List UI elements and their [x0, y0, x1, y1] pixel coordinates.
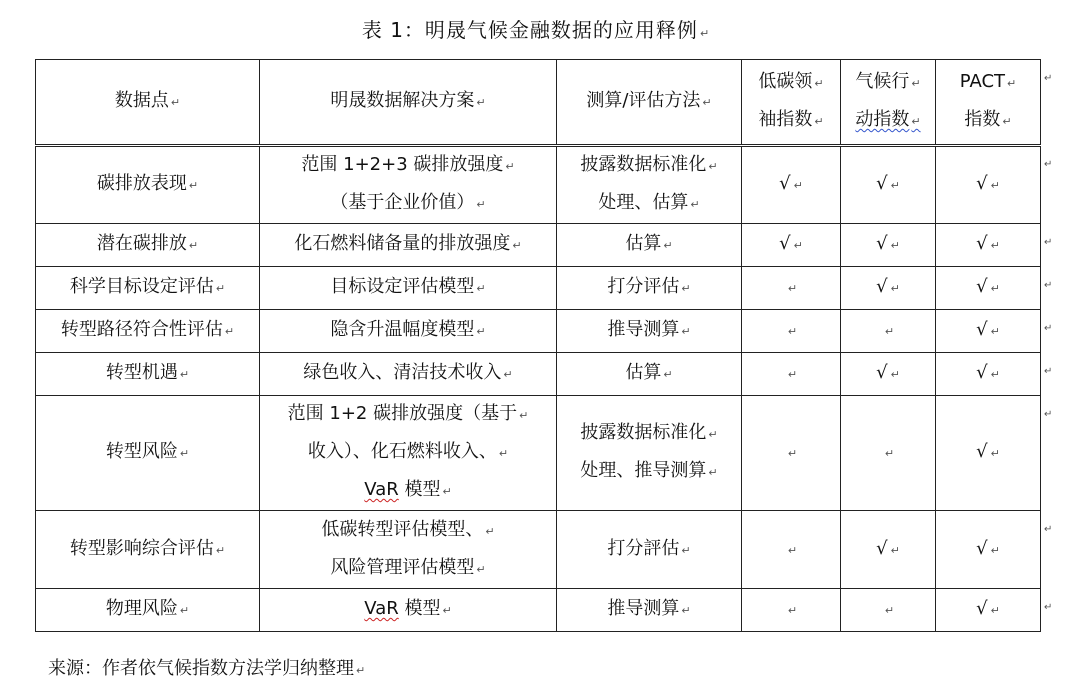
header-method: 测算/评估方法 ↵	[557, 60, 742, 146]
cell-pact	[936, 511, 1041, 589]
table-row	[36, 267, 1041, 310]
cell-low-carbon	[742, 353, 841, 396]
cell-data-point: 潜在碳排放 ↵	[36, 224, 260, 267]
check-mark-icon: √ ↵	[976, 276, 1000, 297]
check-mark-icon: √ ↵	[876, 276, 900, 297]
empty-mark	[785, 276, 797, 297]
empty-mark	[785, 319, 797, 340]
cell-pact	[936, 589, 1041, 632]
check-mark-icon: √ ↵	[779, 233, 803, 254]
table-title: 表 1：明晟气候金融数据的应用释例 ↵	[0, 14, 1072, 43]
row-end-marker: ↵	[1044, 366, 1053, 377]
cell-data-point: 物理风险 ↵	[36, 589, 260, 632]
cell-data-point: 转型风险 ↵	[36, 396, 260, 511]
header-row	[36, 60, 1041, 146]
cell-pact	[936, 224, 1041, 267]
table-row	[36, 224, 1041, 267]
cell-solution: 隐含升温幅度模型 ↵	[260, 310, 557, 353]
cell-climate-action	[841, 353, 936, 396]
row-end-marker: ↵	[1044, 237, 1053, 248]
check-mark-icon: √ ↵	[876, 538, 900, 559]
cell-climate-action	[841, 396, 936, 511]
check-mark-icon: √ ↵	[976, 233, 1000, 254]
cell-low-carbon	[742, 396, 841, 511]
check-mark-icon: √ ↵	[976, 173, 1000, 194]
cell-solution: 范围 1+2 碳排放强度（基于 ↵ 收入）、化石燃料收入、 ↵ VaR 模型 ↵	[260, 396, 557, 511]
check-mark-icon: √ ↵	[976, 362, 1000, 383]
empty-mark	[882, 598, 894, 619]
cell-method: 披露数据标准化 ↵ 处理、推导测算 ↵	[557, 396, 742, 511]
row-end-marker: ↵	[1044, 159, 1053, 170]
table-row	[36, 146, 1041, 224]
cell-climate-action	[841, 589, 936, 632]
climate-data-table	[35, 59, 1041, 632]
check-mark-icon: √ ↵	[876, 362, 900, 383]
cell-climate-action	[841, 146, 936, 224]
cell-low-carbon	[742, 146, 841, 224]
header-low-carbon-index: 低碳领 ↵ 袖指数 ↵	[742, 60, 841, 146]
cell-method: 估算 ↵	[557, 224, 742, 267]
source-note: 来源：作者依气候指数方法学归纳整理 ↵	[48, 654, 365, 680]
cell-low-carbon	[742, 511, 841, 589]
cell-method: 打分评估 ↵	[557, 267, 742, 310]
empty-mark	[785, 362, 797, 383]
cell-solution: 化石燃料储备量的排放强度 ↵	[260, 224, 557, 267]
cell-data-point: 转型机遇 ↵	[36, 353, 260, 396]
cell-low-carbon	[742, 310, 841, 353]
row-end-marker: ↵	[1044, 73, 1053, 84]
cell-climate-action	[841, 511, 936, 589]
cell-data-point: 转型路径符合性评估 ↵	[36, 310, 260, 353]
cell-method: 推导测算 ↵	[557, 589, 742, 632]
cell-method: 估算 ↵	[557, 353, 742, 396]
table-row	[36, 511, 1041, 589]
row-end-marker: ↵	[1044, 524, 1053, 535]
cell-climate-action	[841, 267, 936, 310]
cell-solution: 范围 1+2+3 碳排放强度 ↵ （基于企业价值） ↵	[260, 146, 557, 224]
check-mark-icon: √ ↵	[876, 233, 900, 254]
cell-pact	[936, 267, 1041, 310]
row-end-marker: ↵	[1044, 602, 1053, 613]
cell-data-point: 碳排放表现 ↵	[36, 146, 260, 224]
header-climate-action-index: 气候行 ↵ 动指数 ↵	[841, 60, 936, 146]
check-mark-icon: √ ↵	[976, 598, 1000, 619]
empty-mark	[882, 319, 894, 340]
cell-pact	[936, 396, 1041, 511]
check-mark-icon: √ ↵	[976, 319, 1000, 340]
row-end-marker: ↵	[1044, 280, 1053, 291]
cell-data-point: 科学目标设定评估 ↵	[36, 267, 260, 310]
row-end-marker: ↵	[1044, 409, 1053, 420]
check-mark-icon: √ ↵	[976, 441, 1000, 462]
empty-mark	[882, 441, 894, 462]
check-mark-icon: √ ↵	[779, 173, 803, 194]
cell-pact	[936, 146, 1041, 224]
cell-method: 推导测算 ↵	[557, 310, 742, 353]
cell-climate-action	[841, 310, 936, 353]
cell-solution: 低碳转型评估模型、 ↵ 风险管理评估模型 ↵	[260, 511, 557, 589]
cell-low-carbon	[742, 224, 841, 267]
empty-mark	[785, 441, 797, 462]
table-row	[36, 396, 1041, 511]
cell-solution: 绿色收入、清洁技术收入 ↵	[260, 353, 557, 396]
cell-data-point: 转型影响综合评估 ↵	[36, 511, 260, 589]
table-row	[36, 310, 1041, 353]
cell-solution: 目标设定评估模型 ↵	[260, 267, 557, 310]
header-data-point: 数据点 ↵	[36, 60, 260, 146]
table-row	[36, 589, 1041, 632]
cell-low-carbon	[742, 589, 841, 632]
cell-method: 披露数据标准化 ↵ 处理、估算 ↵	[557, 146, 742, 224]
check-mark-icon: √ ↵	[976, 538, 1000, 559]
row-end-marker: ↵	[1044, 323, 1053, 334]
empty-mark	[785, 538, 797, 559]
table-row	[36, 353, 1041, 396]
cell-climate-action	[841, 224, 936, 267]
header-pact-index: PACT ↵ 指数 ↵	[936, 60, 1041, 146]
check-mark-icon: √ ↵	[876, 173, 900, 194]
header-solution: 明晟数据解决方案 ↵	[260, 60, 557, 146]
cell-pact	[936, 310, 1041, 353]
empty-mark	[785, 598, 797, 619]
cell-pact	[936, 353, 1041, 396]
cell-method: 打分評估 ↵	[557, 511, 742, 589]
cell-low-carbon	[742, 267, 841, 310]
cell-solution: VaR 模型 ↵	[260, 589, 557, 632]
